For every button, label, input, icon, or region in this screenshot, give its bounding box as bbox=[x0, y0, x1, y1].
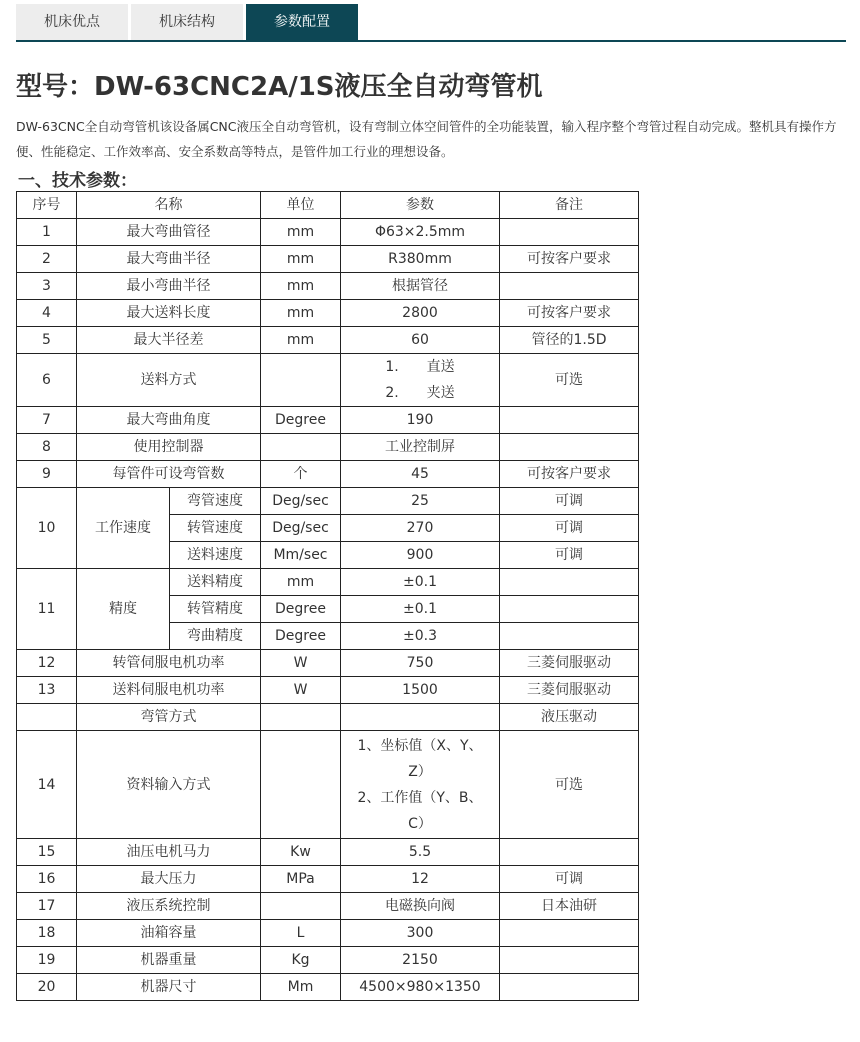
cell-remark: 可选 bbox=[500, 731, 639, 839]
cell-name: 最大压力 bbox=[77, 866, 261, 893]
cell-remark: 可调 bbox=[500, 515, 639, 542]
cell-name: 液压系统控制 bbox=[77, 893, 261, 920]
header-param: 参数 bbox=[341, 192, 500, 219]
header-remark: 备注 bbox=[500, 192, 639, 219]
tab-advantages[interactable]: 机床优点 bbox=[16, 4, 128, 40]
cell-subname: 弯管速度 bbox=[170, 488, 261, 515]
cell-unit: L bbox=[261, 920, 341, 947]
header-name: 名称 bbox=[77, 192, 261, 219]
cell-no: 4 bbox=[17, 300, 77, 327]
cell-no: 11 bbox=[17, 569, 77, 650]
table-row bbox=[17, 704, 639, 731]
cell-param: 750 bbox=[341, 650, 500, 677]
cell-remark: 三菱伺服驱动 bbox=[500, 677, 639, 704]
table-row bbox=[17, 488, 639, 515]
cell-unit: Deg/sec bbox=[261, 488, 341, 515]
cell-name: 送料方式 bbox=[77, 354, 261, 407]
cell-unit: Degree bbox=[261, 623, 341, 650]
table-row bbox=[17, 407, 639, 434]
cell-no: 12 bbox=[17, 650, 77, 677]
cell-subname: 转管精度 bbox=[170, 596, 261, 623]
cell-name: 最大弯曲管径 bbox=[77, 219, 261, 246]
table-row bbox=[17, 677, 639, 704]
spec-table bbox=[16, 191, 639, 1001]
cell-unit: mm bbox=[261, 300, 341, 327]
cell-remark: 三菱伺服驱动 bbox=[500, 650, 639, 677]
cell-subname: 转管速度 bbox=[170, 515, 261, 542]
cell-name: 油压电机马力 bbox=[77, 839, 261, 866]
cell-remark: 日本油研 bbox=[500, 893, 639, 920]
cell-remark bbox=[500, 839, 639, 866]
cell-unit: Kw bbox=[261, 839, 341, 866]
cell-param: 25 bbox=[341, 488, 500, 515]
cell-param: 4500×980×1350 bbox=[341, 974, 500, 1001]
cell-name: 转管伺服电机功率 bbox=[77, 650, 261, 677]
cell-name: 油箱容量 bbox=[77, 920, 261, 947]
cell-no: 2 bbox=[17, 246, 77, 273]
cell-remark: 可调 bbox=[500, 488, 639, 515]
cell-no: 9 bbox=[17, 461, 77, 488]
cell-name: 送料伺服电机功率 bbox=[77, 677, 261, 704]
product-description: DW-63CNC全自动弯管机该设备属CNC液压全自动弯管机，设有弯制立体空间管件的全功能装置，输入程序整个弯管过程自动完成。整机具有操作方便、性能稳定、工作效率高、安全系数高等特点，是管件加工行业的理想设备。 bbox=[16, 119, 837, 159]
tab-bar bbox=[16, 4, 846, 42]
cell-no: 8 bbox=[17, 434, 77, 461]
cell-remark: 可按客户要求 bbox=[500, 300, 639, 327]
cell-no: 3 bbox=[17, 273, 77, 300]
cell-unit: mm bbox=[261, 327, 341, 354]
cell-subname: 送料精度 bbox=[170, 569, 261, 596]
table-row bbox=[17, 839, 639, 866]
cell-param: Φ63×2.5mm bbox=[341, 219, 500, 246]
table-row bbox=[17, 920, 639, 947]
header-unit: 单位 bbox=[261, 192, 341, 219]
cell-unit: W bbox=[261, 677, 341, 704]
cell-param bbox=[341, 354, 500, 407]
cell-param: 900 bbox=[341, 542, 500, 569]
cell-unit bbox=[261, 354, 341, 407]
table-row bbox=[17, 569, 639, 596]
table-row bbox=[17, 893, 639, 920]
cell-param: 45 bbox=[341, 461, 500, 488]
cell-param: ±0.1 bbox=[341, 569, 500, 596]
table-row bbox=[17, 327, 639, 354]
cell-remark bbox=[500, 920, 639, 947]
param-line: C） bbox=[408, 815, 432, 832]
cell-no: 18 bbox=[17, 920, 77, 947]
cell-remark: 液压驱动 bbox=[500, 704, 639, 731]
cell-name: 机器重量 bbox=[77, 947, 261, 974]
table-row bbox=[17, 461, 639, 488]
cell-param: 190 bbox=[341, 407, 500, 434]
cell-param bbox=[341, 704, 500, 731]
cell-remark bbox=[500, 434, 639, 461]
cell-param bbox=[341, 731, 500, 839]
cell-name: 最大弯曲角度 bbox=[77, 407, 261, 434]
cell-unit: MPa bbox=[261, 866, 341, 893]
table-row bbox=[17, 731, 639, 839]
cell-unit: mm bbox=[261, 246, 341, 273]
cell-no: 13 bbox=[17, 677, 77, 704]
cell-param: ±0.3 bbox=[341, 623, 500, 650]
cell-remark bbox=[500, 407, 639, 434]
table-row bbox=[17, 947, 639, 974]
cell-unit: mm bbox=[261, 569, 341, 596]
cell-subname: 弯曲精度 bbox=[170, 623, 261, 650]
cell-no: 1 bbox=[17, 219, 77, 246]
cell-param: 60 bbox=[341, 327, 500, 354]
cell-remark bbox=[500, 273, 639, 300]
table-row bbox=[17, 354, 639, 407]
cell-unit: mm bbox=[261, 273, 341, 300]
cell-remark: 可按客户要求 bbox=[500, 246, 639, 273]
cell-unit: 个 bbox=[261, 461, 341, 488]
cell-unit bbox=[261, 731, 341, 839]
param-line: 2、工作值（Y、B、 bbox=[357, 789, 483, 806]
cell-no: 10 bbox=[17, 488, 77, 569]
cell-param: 电磁换向阀 bbox=[341, 893, 500, 920]
cell-no bbox=[17, 704, 77, 731]
cell-subname: 送料速度 bbox=[170, 542, 261, 569]
cell-param: 工业控制屏 bbox=[341, 434, 500, 461]
cell-unit bbox=[261, 893, 341, 920]
table-row bbox=[17, 434, 639, 461]
cell-name: 资料输入方式 bbox=[77, 731, 261, 839]
cell-name: 机器尺寸 bbox=[77, 974, 261, 1001]
cell-remark: 可调 bbox=[500, 866, 639, 893]
cell-no: 6 bbox=[17, 354, 77, 407]
cell-name: 最大半径差 bbox=[77, 327, 261, 354]
table-row bbox=[17, 219, 639, 246]
table-row bbox=[17, 866, 639, 893]
cell-name: 每管件可设弯管数 bbox=[77, 461, 261, 488]
cell-no: 16 bbox=[17, 866, 77, 893]
cell-no: 17 bbox=[17, 893, 77, 920]
param-line: 1、坐标值（X、Y、 bbox=[357, 737, 483, 754]
cell-name: 最大送料长度 bbox=[77, 300, 261, 327]
table-row bbox=[17, 246, 639, 273]
cell-name: 精度 bbox=[77, 569, 170, 650]
cell-param: 2150 bbox=[341, 947, 500, 974]
cell-remark bbox=[500, 947, 639, 974]
cell-remark bbox=[500, 974, 639, 1001]
header-no: 序号 bbox=[17, 192, 77, 219]
cell-no: 7 bbox=[17, 407, 77, 434]
cell-param: 12 bbox=[341, 866, 500, 893]
cell-remark: 可按客户要求 bbox=[500, 461, 639, 488]
tab-parameters[interactable]: 参数配置 bbox=[246, 4, 358, 40]
param-line: 2. 夹送 bbox=[385, 385, 455, 401]
table-row bbox=[17, 650, 639, 677]
table-row bbox=[17, 974, 639, 1001]
cell-param: R380mm bbox=[341, 246, 500, 273]
cell-unit: Degree bbox=[261, 596, 341, 623]
section-title: 一、技术参数： bbox=[18, 171, 137, 191]
cell-param: 300 bbox=[341, 920, 500, 947]
cell-remark: 管径的1.5D bbox=[500, 327, 639, 354]
cell-remark bbox=[500, 569, 639, 596]
cell-name: 工作速度 bbox=[77, 488, 170, 569]
param-line: Z） bbox=[408, 763, 432, 780]
param-line: 1. 直送 bbox=[385, 359, 455, 375]
cell-unit: W bbox=[261, 650, 341, 677]
table-header-row bbox=[17, 192, 639, 219]
tab-structure[interactable]: 机床结构 bbox=[131, 4, 243, 40]
table-row bbox=[17, 300, 639, 327]
cell-no: 5 bbox=[17, 327, 77, 354]
cell-param: 2800 bbox=[341, 300, 500, 327]
cell-param: 1500 bbox=[341, 677, 500, 704]
page-title: 型号：DW-63CNC2A/1S液压全自动弯管机 bbox=[16, 72, 543, 102]
cell-unit: Mm/sec bbox=[261, 542, 341, 569]
cell-unit bbox=[261, 704, 341, 731]
cell-name: 弯管方式 bbox=[77, 704, 261, 731]
cell-remark: 可选 bbox=[500, 354, 639, 407]
cell-remark: 可调 bbox=[500, 542, 639, 569]
cell-no: 14 bbox=[17, 731, 77, 839]
cell-no: 15 bbox=[17, 839, 77, 866]
cell-name: 使用控制器 bbox=[77, 434, 261, 461]
cell-unit bbox=[261, 434, 341, 461]
cell-unit: Mm bbox=[261, 974, 341, 1001]
cell-param: ±0.1 bbox=[341, 596, 500, 623]
cell-unit: Deg/sec bbox=[261, 515, 341, 542]
cell-unit: mm bbox=[261, 219, 341, 246]
cell-remark bbox=[500, 219, 639, 246]
cell-remark bbox=[500, 623, 639, 650]
cell-unit: Kg bbox=[261, 947, 341, 974]
cell-no: 20 bbox=[17, 974, 77, 1001]
cell-param: 根据管径 bbox=[341, 273, 500, 300]
cell-no: 19 bbox=[17, 947, 77, 974]
cell-param: 5.5 bbox=[341, 839, 500, 866]
cell-remark bbox=[500, 596, 639, 623]
table-row bbox=[17, 273, 639, 300]
cell-name: 最小弯曲半径 bbox=[77, 273, 261, 300]
cell-unit: Degree bbox=[261, 407, 341, 434]
cell-param: 270 bbox=[341, 515, 500, 542]
cell-name: 最大弯曲半径 bbox=[77, 246, 261, 273]
